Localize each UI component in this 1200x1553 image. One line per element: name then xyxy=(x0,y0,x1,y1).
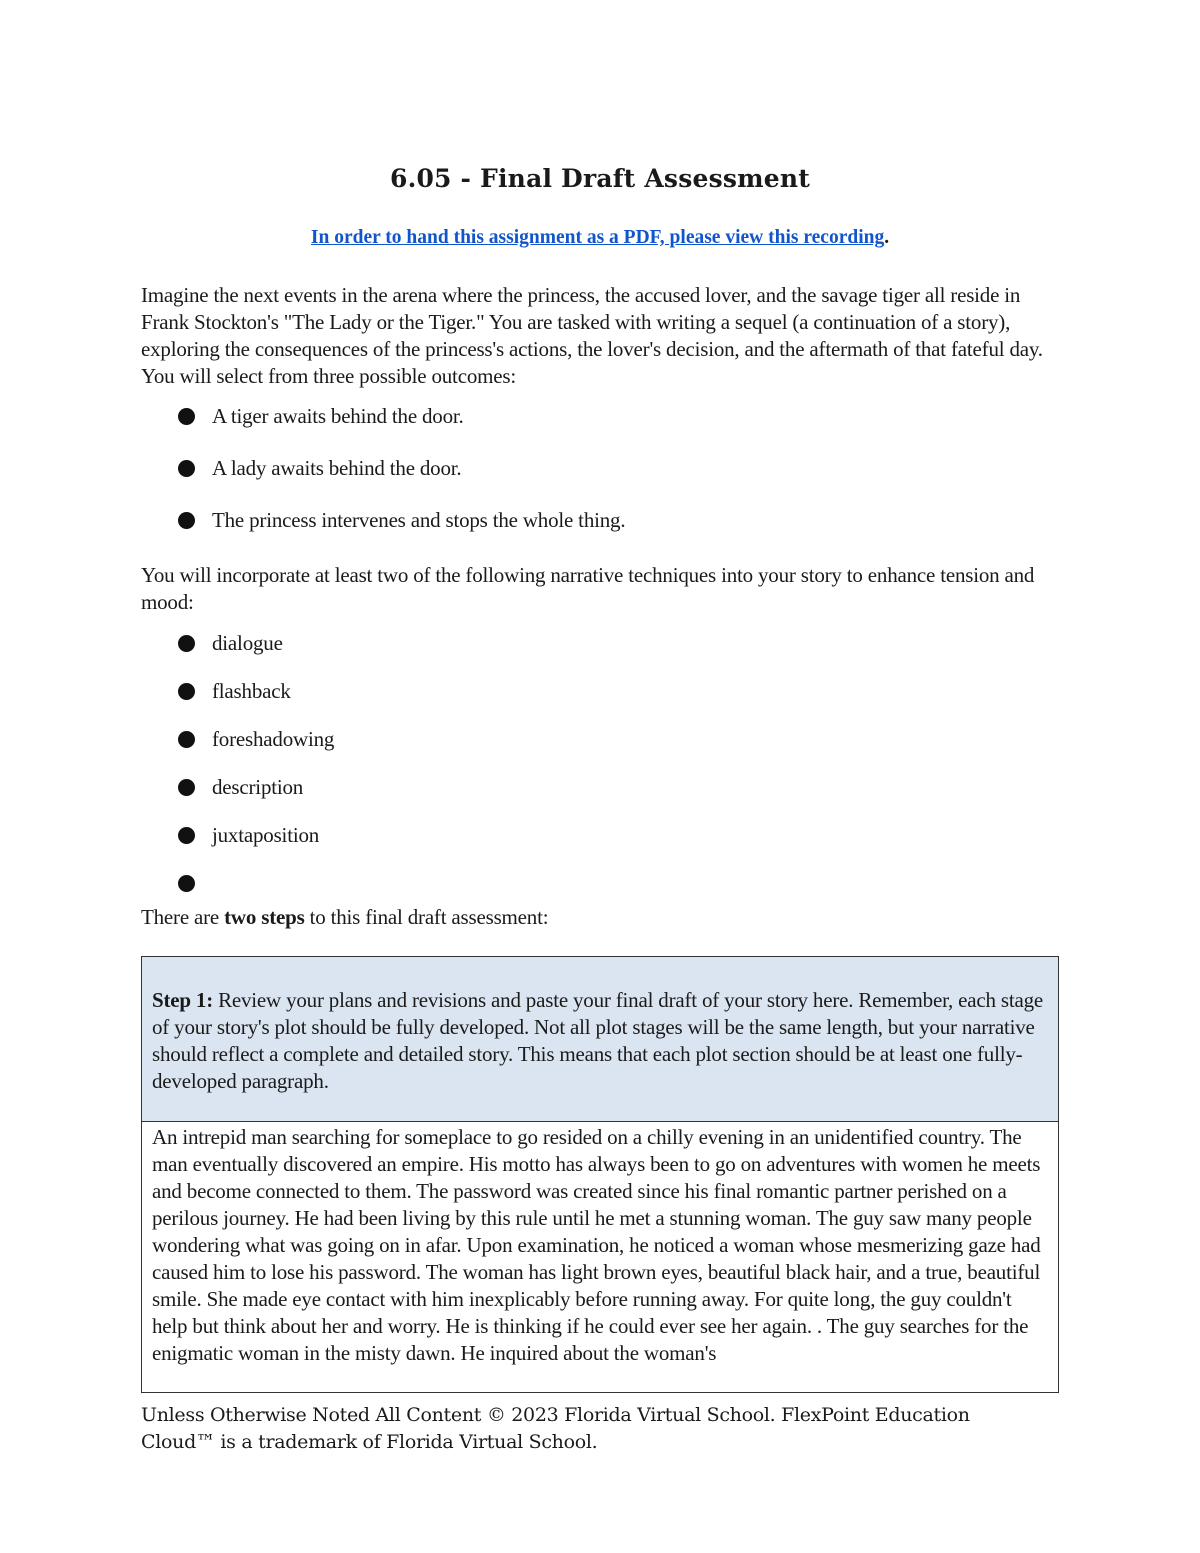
bullet-icon xyxy=(178,827,195,844)
steps-prefix: There are xyxy=(141,905,225,929)
list-item xyxy=(176,774,334,800)
bullet-icon xyxy=(178,683,195,700)
bullet-icon xyxy=(178,731,195,748)
list-item xyxy=(176,507,625,533)
techniques-intro: You will incorporate at least two of the following narrative techniques into your story to enhance tension and mood: xyxy=(141,563,1035,614)
bullet-icon xyxy=(178,512,195,529)
technique-text: description xyxy=(212,775,304,799)
list-item xyxy=(176,822,334,848)
bullet-icon xyxy=(178,779,195,796)
step-1-text: Review your plans and revisions and paste your final draft of your story here. Remember, each stage of your story's plot should be fully developed. Not all plot stages will be the same length, but your narrative should reflect a complete and detailed story. This means that each plot section should be at least one fully-developed paragraph. xyxy=(152,988,1043,1093)
copyright-footer: Unless Otherwise Noted All Content © 2023 Florida Virtual School. FlexPoint Education Cloud™ is a trademark of Florida Virtual School. xyxy=(141,1404,970,1453)
list-item xyxy=(176,678,334,704)
list-item xyxy=(176,870,334,896)
bullet-icon xyxy=(178,875,195,892)
technique-text: flashback xyxy=(212,679,291,703)
technique-text: juxtaposition xyxy=(212,823,320,847)
answer-cell[interactable]: An intrepid man searching for someplace to go resided on a chilly evening in an unidentified country. The man eventually discovered an empire. His motto has always been to go on adventures with women he meets and become connected to them. The password was created since his final romantic partner perished on a perilous journey. He had been living by this rule until he met a stunning woman. The guy saw many people wondering what was going on in afar. Upon examination, he noticed a woman whose mesmerizing gaze had caused him to lose his password. The woman has light brown eyes, beautiful black hair, and a true, beautiful smile. She made eye contact with him inexplicably before running away. For quite long, the guy couldn't help but think about her and worry. He is thinking if he could ever see her again. . The guy searches for the enigmatic woman in the misty dawn. He inquired about the woman's xyxy=(152,1125,1041,1365)
list-item xyxy=(176,403,625,429)
bullet-icon xyxy=(178,460,195,477)
link-suffix: . xyxy=(884,227,890,248)
intro-paragraph: Imagine the next events in the arena where the princess, the accused lover, and the savage tiger all reside in Frank Stockton's "The Lady or the Tiger." You are tasked with writing a sequel (a continuation of a story), exploring the consequences of the princess's actions, the lover's decision, and the aftermath of that fateful day. You will select from three possible outcomes: xyxy=(141,283,1043,388)
assessment-table xyxy=(141,956,1059,1393)
list-item xyxy=(176,630,334,656)
bullet-icon xyxy=(178,408,195,425)
outcomes-list xyxy=(176,403,625,559)
bullet-icon xyxy=(178,635,195,652)
outcome-text: A lady awaits behind the door. xyxy=(212,456,462,480)
recording-link[interactable]: In order to hand this assignment as a PDF, please view this recording xyxy=(310,227,885,248)
technique-text: foreshadowing xyxy=(212,727,335,751)
outcome-text: The princess intervenes and stops the whole thing. xyxy=(212,508,626,532)
technique-text: dialogue xyxy=(212,631,283,655)
list-item xyxy=(176,455,625,481)
page-title: 6.05 - Final Draft Assessment xyxy=(389,164,811,193)
techniques-list xyxy=(176,630,334,918)
step-1-label: Step 1: xyxy=(152,988,214,1012)
instructions-link-line xyxy=(0,227,1200,249)
step-1-cell xyxy=(142,957,1058,1122)
list-item xyxy=(176,726,334,752)
steps-suffix: to this final draft assessment: xyxy=(304,905,549,929)
outcome-text: A tiger awaits behind the door. xyxy=(212,404,464,428)
steps-bold: two steps xyxy=(224,905,305,929)
steps-line xyxy=(141,904,548,931)
